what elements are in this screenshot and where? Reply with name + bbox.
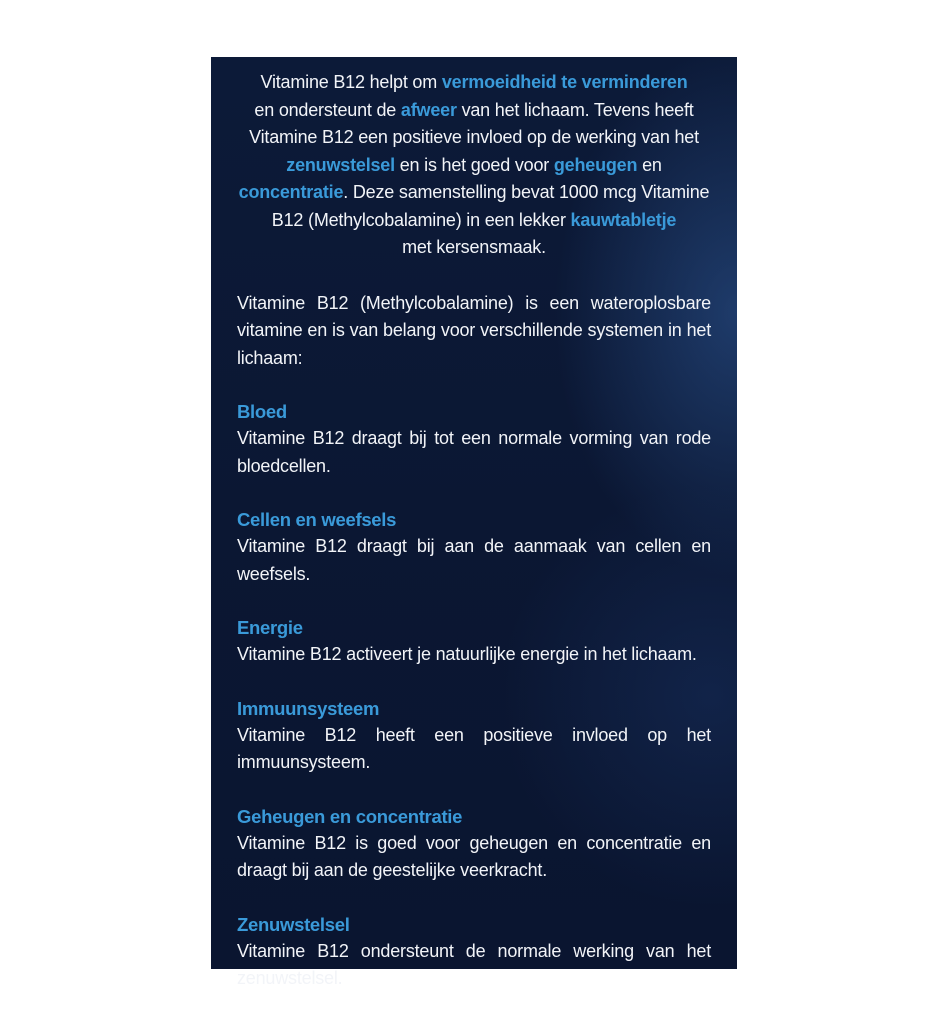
section-title: Immuunsysteem	[237, 697, 380, 719]
intro-text-3: van het lichaam. Tevens heeft Vitamine B12 een positieve invloed op de werking van het	[249, 99, 699, 147]
intro-highlight-fatigue: vermoeidheid te verminderen	[441, 72, 688, 92]
section-title: Energie	[237, 617, 303, 638]
section-energie	[237, 614, 711, 669]
intro-text-4: en is het goed voor	[394, 154, 554, 175]
section-immuunsysteem	[237, 695, 711, 777]
description-paragraph: Vitamine B12 (Methylcobalamine) is een wateroplosbare vitamine en is van belang voor verschillende systemen in het lichaam:	[237, 292, 711, 368]
section-text: Vitamine B12 activeert je natuurlijke energie in het lichaam.	[237, 644, 697, 664]
intro-text-7: met kersensmaak.	[402, 237, 546, 257]
intro-highlight-concentration: concentratie	[238, 182, 344, 202]
intro-highlight-memory: geheugen	[553, 154, 638, 175]
section-cellen-en-weefsels	[237, 506, 711, 588]
section-title: Bloed	[237, 401, 287, 422]
intro-highlight-nervous-system: zenuwstelsel	[286, 154, 395, 175]
section-text: Vitamine B12 ondersteunt de normale werking van het zenuwstelsel.	[237, 940, 711, 988]
intro-text-1: Vitamine B12 helpt om	[260, 72, 442, 92]
section-text: Vitamine B12 draagt bij tot een normale vorming van rode bloedcellen.	[237, 428, 711, 476]
section-title: Geheugen en concentratie	[237, 805, 463, 827]
intro-text-5: en	[637, 154, 662, 175]
section-zenuwstelsel	[237, 911, 711, 993]
intro-highlight-immunity: afweer	[400, 99, 457, 120]
section-text: Vitamine B12 heeft een positieve invloed op het immuunsysteem.	[237, 724, 711, 772]
section-title: Cellen en weefsels	[237, 509, 397, 530]
section-geheugen-en-concentratie	[237, 803, 711, 885]
product-info-panel	[211, 57, 737, 988]
section-title: Zenuwstelsel	[237, 913, 350, 935]
intro-text-6: . Deze samenstelling bevat 1000 mcg Vitamine B12 (Methylcobalamine) in een lekker	[271, 182, 710, 230]
intro-text-2: en ondersteunt de	[254, 99, 401, 120]
intro-paragraph	[237, 69, 711, 262]
section-text: Vitamine B12 is goed voor geheugen en concentratie en draagt bij aan de geestelijke veerkracht.	[237, 832, 711, 880]
section-bloed	[237, 398, 711, 480]
section-text: Vitamine B12 draagt bij aan de aanmaak van cellen en weefsels.	[237, 536, 711, 584]
intro-highlight-chewable-tablet: kauwtabletje	[570, 209, 677, 230]
